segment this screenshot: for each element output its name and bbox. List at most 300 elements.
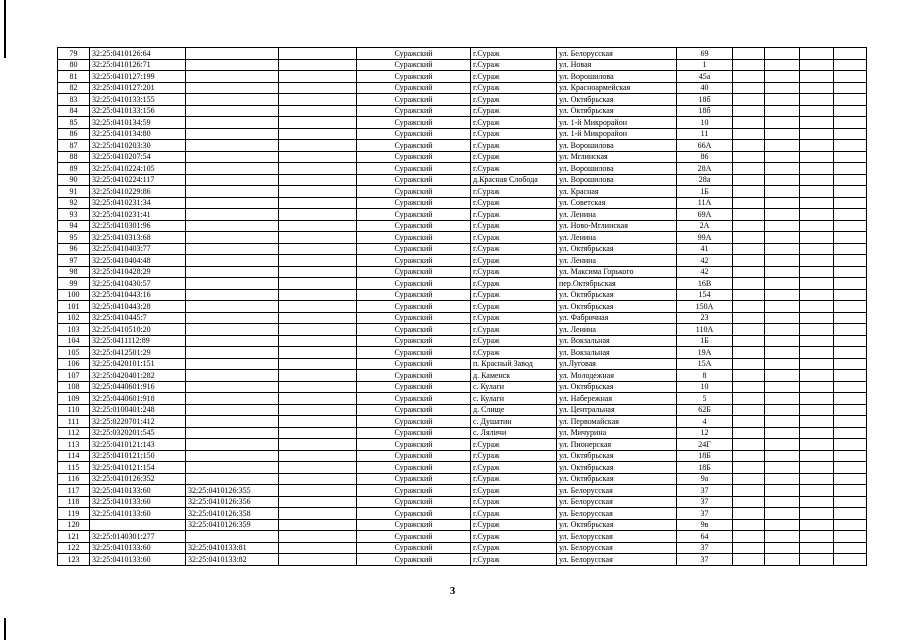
row-number-cell: 96 [58,243,90,255]
empty-cell [279,163,357,175]
row-number-cell: 79 [58,48,90,60]
district-cell: Суражский [357,519,471,531]
empty-cell [279,289,357,301]
row-number-cell: 117 [58,485,90,497]
page-edge-mark [4,618,6,640]
house-number-cell: 11А [677,197,733,209]
district-cell: Суражский [357,243,471,255]
street-cell: ул. Ленина [557,232,677,244]
street-cell: ул. 1-й Микрорайон [557,128,677,140]
settlement-cell: г.Сураж [471,243,557,255]
empty-cell [800,48,834,60]
empty-cell [765,427,800,439]
cadastral-number-cell: 32:25:0410126:352 [90,473,186,485]
empty-cell [800,473,834,485]
row-number-cell: 99 [58,278,90,290]
empty-cell [279,94,357,106]
empty-cell [279,243,357,255]
empty-cell [834,186,867,198]
empty-cell [279,370,357,382]
empty-cell [834,151,867,163]
street-cell: ул. Советская [557,197,677,209]
empty-cell [279,473,357,485]
empty-cell [279,312,357,324]
cadastral-number-cell: 32:25:0320201:545 [90,427,186,439]
empty-cell [733,554,765,566]
cadastral-number-2-cell: 32:25:0410126:355 [186,485,279,497]
empty-cell [765,381,800,393]
empty-cell [834,163,867,175]
settlement-cell: г.Сураж [471,542,557,554]
row-number-cell: 88 [58,151,90,163]
street-cell: ул. Мичурина [557,427,677,439]
empty-cell [800,554,834,566]
empty-cell [800,59,834,71]
row-number-cell: 115 [58,462,90,474]
row-number-cell: 101 [58,301,90,313]
house-number-cell: 42 [677,266,733,278]
empty-cell [834,473,867,485]
empty-cell [834,439,867,451]
empty-cell [733,197,765,209]
empty-cell [279,82,357,94]
empty-cell [800,209,834,221]
house-number-cell: 9в [677,519,733,531]
empty-cell [733,496,765,508]
empty-cell [733,473,765,485]
table-row [58,519,867,531]
cadastral-number-cell: 32:25:0410404:48 [90,255,186,267]
empty-cell [765,496,800,508]
empty-cell [834,59,867,71]
district-cell: Суражский [357,427,471,439]
street-cell: ул. Красная [557,186,677,198]
street-cell: ул. Красноармейская [557,82,677,94]
table-row [58,278,867,290]
settlement-cell: г.Сураж [471,186,557,198]
empty-cell [765,59,800,71]
cadastral-number-cell: 32:25:0410229:86 [90,186,186,198]
district-cell: Суражский [357,393,471,405]
table-row [58,554,867,566]
settlement-cell: с. Кулаги [471,393,557,405]
cadastral-number-2-cell: 32:25:0410126:359 [186,519,279,531]
cadastral-number-2-cell [186,255,279,267]
row-number-cell: 90 [58,174,90,186]
street-cell: ул. Октябрьская [557,289,677,301]
street-cell: ул. Центральная [557,404,677,416]
empty-cell [733,163,765,175]
empty-cell [834,393,867,405]
empty-cell [834,243,867,255]
empty-cell [800,519,834,531]
empty-cell [834,347,867,359]
cadastral-number-2-cell [186,531,279,543]
settlement-cell: г.Сураж [471,439,557,451]
empty-cell [834,404,867,416]
cadastral-number-cell: 32:25:0410121:143 [90,439,186,451]
empty-cell [279,71,357,83]
cadastral-number-cell: 32:25:0410121:150 [90,450,186,462]
house-number-cell: 1 [677,59,733,71]
district-cell: Суражский [357,220,471,232]
empty-cell [800,301,834,313]
table-row [58,186,867,198]
settlement-cell: г.Сураж [471,82,557,94]
row-number-cell: 116 [58,473,90,485]
empty-cell [733,312,765,324]
cadastral-number-2-cell [186,347,279,359]
cadastral-number-cell: 32:25:0410126:64 [90,48,186,60]
empty-cell [800,485,834,497]
cadastral-number-2-cell [186,59,279,71]
empty-cell [834,128,867,140]
cadastral-number-2-cell [186,381,279,393]
empty-cell [834,531,867,543]
street-cell: ул. Октябрьская [557,462,677,474]
district-cell: Суражский [357,186,471,198]
district-cell: Суражский [357,59,471,71]
empty-cell [834,370,867,382]
empty-cell [765,358,800,370]
empty-cell [834,82,867,94]
cadastral-number-2-cell [186,117,279,129]
empty-cell [800,243,834,255]
row-number-cell: 86 [58,128,90,140]
house-number-cell: 19А [677,347,733,359]
cadastral-number-2-cell [186,278,279,290]
street-cell: ул. Ворошилова [557,174,677,186]
cadastral-number-2-cell [186,151,279,163]
cadastral-number-2-cell [186,140,279,152]
empty-cell [800,151,834,163]
table-row [58,94,867,106]
empty-cell [800,450,834,462]
house-number-cell: 37 [677,542,733,554]
street-cell: ул. Октябрьская [557,381,677,393]
page-edge-mark [4,0,6,58]
house-number-cell: 42 [677,255,733,267]
empty-cell [834,358,867,370]
row-number-cell: 119 [58,508,90,520]
empty-cell [733,209,765,221]
settlement-cell: г.Сураж [471,531,557,543]
street-cell: ул. Вокзальная [557,335,677,347]
cadastral-number-cell: 32:25:0412501:29 [90,347,186,359]
cadastral-number-2-cell [186,243,279,255]
empty-cell [800,508,834,520]
district-cell: Суражский [357,197,471,209]
district-cell: Суражский [357,151,471,163]
row-number-cell: 123 [58,554,90,566]
empty-cell [733,289,765,301]
cadastral-number-cell: 32:25:0420401:282 [90,370,186,382]
empty-cell [800,496,834,508]
cadastral-number-2-cell [186,301,279,313]
settlement-cell: г.Сураж [471,48,557,60]
empty-cell [733,370,765,382]
cadastral-number-cell: 32:25:0410224:105 [90,163,186,175]
empty-cell [733,278,765,290]
empty-cell [834,496,867,508]
cadastral-number-cell: 32:25:0100401:248 [90,404,186,416]
empty-cell [279,519,357,531]
house-number-cell: 28а [677,174,733,186]
settlement-cell: г.Сураж [471,209,557,221]
table-row [58,209,867,221]
empty-cell [834,266,867,278]
empty-cell [800,94,834,106]
empty-cell [800,324,834,336]
empty-cell [765,393,800,405]
empty-cell [765,105,800,117]
house-number-cell: 2А [677,220,733,232]
empty-cell [800,404,834,416]
street-cell: ул. Максима Горького [557,266,677,278]
row-number-cell: 85 [58,117,90,129]
table-row [58,485,867,497]
cadastral-number-2-cell [186,94,279,106]
row-number-cell: 112 [58,427,90,439]
settlement-cell: г.Сураж [471,59,557,71]
cadastral-number-cell: 32:25:0410443:28 [90,301,186,313]
settlement-cell: г.Сураж [471,335,557,347]
empty-cell [279,450,357,462]
settlement-cell: с. Душатин [471,416,557,428]
street-cell: ул. Белорусская [557,542,677,554]
table-row [58,347,867,359]
empty-cell [279,393,357,405]
empty-cell [733,393,765,405]
street-cell: ул. Белорусская [557,554,677,566]
district-cell: Суражский [357,266,471,278]
empty-cell [765,232,800,244]
house-number-cell: 18б [677,105,733,117]
settlement-cell: г.Сураж [471,140,557,152]
cadastral-number-2-cell: 32:25:0410133:81 [186,542,279,554]
house-number-cell: 69 [677,48,733,60]
empty-cell [765,519,800,531]
cadastral-number-2-cell: 32:25:0410126:356 [186,496,279,508]
district-cell: Суражский [357,312,471,324]
empty-cell [733,186,765,198]
empty-cell [800,117,834,129]
empty-cell [279,301,357,313]
empty-cell [834,255,867,267]
empty-cell [733,140,765,152]
cadastral-number-2-cell [186,450,279,462]
settlement-cell: г.Сураж [471,289,557,301]
settlement-cell: г.Сураж [471,324,557,336]
empty-cell [279,358,357,370]
table-row [58,404,867,416]
settlement-cell: с. Кулаги [471,381,557,393]
street-cell: ул. Октябрьская [557,450,677,462]
table-row [58,439,867,451]
district-cell: Суражский [357,209,471,221]
empty-cell [279,174,357,186]
cadastral-number-2-cell [186,416,279,428]
empty-cell [765,462,800,474]
row-number-cell: 109 [58,393,90,405]
table-row [58,427,867,439]
district-cell: Суражский [357,48,471,60]
empty-cell [800,335,834,347]
table-row [58,163,867,175]
row-number-cell: 100 [58,289,90,301]
house-number-cell: 1Б [677,186,733,198]
empty-cell [733,255,765,267]
empty-cell [733,416,765,428]
cadastral-number-2-cell [186,71,279,83]
empty-cell [834,485,867,497]
empty-cell [733,232,765,244]
empty-cell [800,255,834,267]
empty-cell [800,347,834,359]
empty-cell [279,48,357,60]
settlement-cell: г.Сураж [471,117,557,129]
row-number-cell: 91 [58,186,90,198]
settlement-cell: г.Сураж [471,519,557,531]
empty-cell [733,243,765,255]
cadastral-number-2-cell [186,358,279,370]
table-row [58,197,867,209]
settlement-cell: г.Сураж [471,508,557,520]
table-row [58,289,867,301]
cadastral-number-2-cell [186,335,279,347]
empty-cell [834,554,867,566]
street-cell: ул. Мглинская [557,151,677,163]
empty-cell [733,519,765,531]
empty-cell [800,289,834,301]
empty-cell [765,48,800,60]
cadastral-number-cell: 32:25:0410133:60 [90,496,186,508]
cadastral-number-cell: 32:25:0410133:60 [90,485,186,497]
empty-cell [279,416,357,428]
empty-cell [733,82,765,94]
empty-cell [733,508,765,520]
empty-cell [765,347,800,359]
row-number-cell: 108 [58,381,90,393]
table-row [58,71,867,83]
street-cell: ул. Октябрьская [557,94,677,106]
empty-cell [279,186,357,198]
empty-cell [765,508,800,520]
district-cell: Суражский [357,531,471,543]
table-row [58,358,867,370]
row-number-cell: 113 [58,439,90,451]
empty-cell [765,278,800,290]
empty-cell [733,324,765,336]
empty-cell [834,117,867,129]
table-row [58,462,867,474]
house-number-cell: 41 [677,243,733,255]
row-number-cell: 98 [58,266,90,278]
cadastral-number-cell: 32:25:0140301:277 [90,531,186,543]
settlement-cell: г.Сураж [471,462,557,474]
settlement-cell: г.Сураж [471,151,557,163]
cadastral-number-2-cell [186,48,279,60]
empty-cell [834,542,867,554]
house-number-cell: 5 [677,393,733,405]
empty-cell [279,255,357,267]
settlement-cell: г.Сураж [471,450,557,462]
empty-cell [765,335,800,347]
empty-cell [279,485,357,497]
empty-cell [834,289,867,301]
house-number-cell: 45а [677,71,733,83]
empty-cell [765,140,800,152]
empty-cell [733,105,765,117]
district-cell: Суражский [357,278,471,290]
empty-cell [279,381,357,393]
street-cell: ул. Новая [557,59,677,71]
district-cell: Суражский [357,542,471,554]
street-cell: ул. Фабричная [557,312,677,324]
table-row [58,381,867,393]
empty-cell [800,197,834,209]
table-row [58,312,867,324]
empty-cell [765,473,800,485]
empty-cell [733,381,765,393]
district-cell: Суражский [357,140,471,152]
empty-cell [765,71,800,83]
district-cell: Суражский [357,370,471,382]
house-number-cell: 23 [677,312,733,324]
empty-cell [733,71,765,83]
row-number-cell: 118 [58,496,90,508]
empty-cell [800,186,834,198]
cadastral-number-cell: 32:25:0420101:151 [90,358,186,370]
empty-cell [279,439,357,451]
house-number-cell: 40 [677,82,733,94]
cadastral-number-2-cell [186,232,279,244]
cadastral-number-cell: 32:25:0220701:412 [90,416,186,428]
empty-cell [834,335,867,347]
empty-cell [834,519,867,531]
empty-cell [279,496,357,508]
cadastral-number-cell: 32:25:0410126:71 [90,59,186,71]
cadastral-number-2-cell [186,473,279,485]
house-number-cell: 37 [677,496,733,508]
empty-cell [733,117,765,129]
empty-cell [279,59,357,71]
table-row [58,473,867,485]
street-cell: ул. Ленина [557,324,677,336]
house-number-cell: 37 [677,554,733,566]
district-cell: Суражский [357,508,471,520]
row-number-cell: 121 [58,531,90,543]
house-number-cell: 1Б [677,335,733,347]
row-number-cell: 89 [58,163,90,175]
empty-cell [765,117,800,129]
row-number-cell: 111 [58,416,90,428]
district-cell: Суражский [357,485,471,497]
row-number-cell: 105 [58,347,90,359]
row-number-cell: 95 [58,232,90,244]
empty-cell [765,324,800,336]
table-row [58,393,867,405]
cadastral-number-cell: 32:25:0410121:154 [90,462,186,474]
district-cell: Суражский [357,163,471,175]
empty-cell [733,220,765,232]
settlement-cell: г.Сураж [471,278,557,290]
district-cell: Суражский [357,335,471,347]
house-number-cell: 4 [677,416,733,428]
row-number-cell: 104 [58,335,90,347]
empty-cell [800,163,834,175]
table-row [58,140,867,152]
